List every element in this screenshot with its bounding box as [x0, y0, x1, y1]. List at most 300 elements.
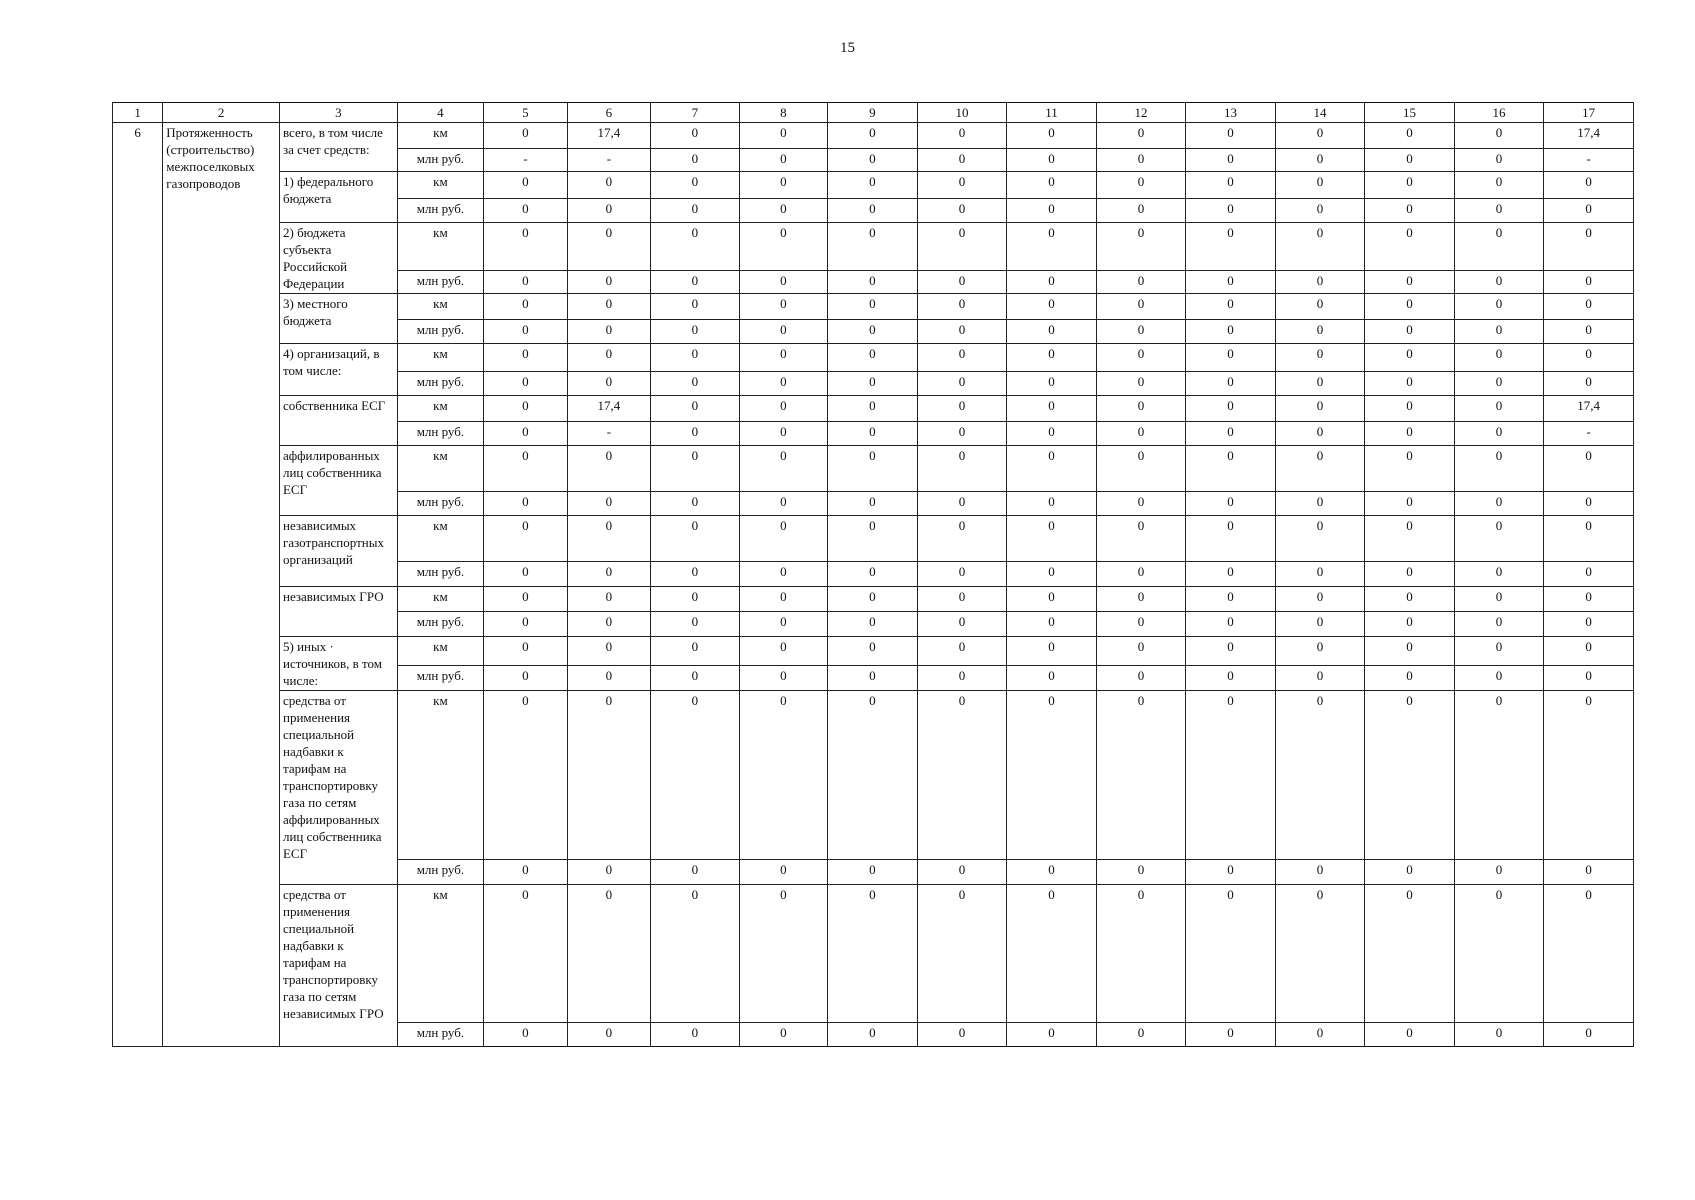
value-cell: 0 — [1544, 587, 1634, 612]
value-cell: 0 — [828, 516, 918, 562]
value-cell: 0 — [1007, 344, 1097, 372]
value-cell: 0 — [651, 691, 740, 860]
value-cell: - — [567, 149, 650, 172]
value-cell: 0 — [484, 344, 567, 372]
value-cell: 0 — [828, 172, 918, 199]
value-cell: 0 — [1365, 612, 1455, 637]
value-cell: 0 — [1544, 516, 1634, 562]
value-cell: 0 — [739, 562, 828, 587]
value-cell: 0 — [828, 422, 918, 446]
value-cell: 0 — [1007, 149, 1097, 172]
value-cell: 0 — [1186, 223, 1276, 271]
value-cell: 0 — [1365, 149, 1455, 172]
value-cell: 0 — [484, 562, 567, 587]
value-cell: 0 — [828, 885, 918, 1023]
value-cell: 0 — [567, 172, 650, 199]
source-label-cell: 4) организаций, в том числе: — [279, 344, 397, 396]
value-cell: 0 — [828, 492, 918, 516]
value-cell: 0 — [917, 270, 1007, 293]
unit-cell: км — [397, 123, 484, 149]
value-cell: 0 — [917, 665, 1007, 690]
value-cell: 0 — [1186, 446, 1276, 492]
value-cell: 0 — [917, 320, 1007, 344]
value-cell: 0 — [917, 396, 1007, 422]
value-cell: 0 — [1454, 294, 1544, 320]
value-cell: 0 — [1096, 612, 1186, 637]
value-cell: 0 — [1454, 344, 1544, 372]
value-cell: 0 — [1096, 587, 1186, 612]
value-cell: 0 — [739, 691, 828, 860]
value-cell: 0 — [917, 1023, 1007, 1047]
value-cell: 0 — [739, 665, 828, 690]
table-row — [113, 446, 1634, 492]
value-cell: 0 — [1275, 562, 1365, 587]
value-cell: 0 — [828, 344, 918, 372]
value-cell: 0 — [828, 446, 918, 492]
value-cell: 0 — [1454, 320, 1544, 344]
value-cell: 0 — [1275, 446, 1365, 492]
value-cell: 17,4 — [1544, 123, 1634, 149]
value-cell: 0 — [1544, 344, 1634, 372]
value-cell: 0 — [739, 516, 828, 562]
value-cell: 0 — [1186, 516, 1276, 562]
value-cell: 0 — [1365, 294, 1455, 320]
value-cell: 0 — [1096, 372, 1186, 396]
column-number-8: 8 — [739, 103, 828, 123]
value-cell: 0 — [1454, 665, 1544, 690]
value-cell: 0 — [1186, 691, 1276, 860]
unit-cell: млн руб. — [397, 320, 484, 344]
value-cell: 0 — [828, 691, 918, 860]
unit-cell: км — [397, 172, 484, 199]
value-cell: 0 — [1544, 372, 1634, 396]
value-cell: 0 — [739, 422, 828, 446]
value-cell: 0 — [917, 149, 1007, 172]
unit-cell: млн руб. — [397, 665, 484, 690]
value-cell: 0 — [739, 446, 828, 492]
value-cell: 0 — [651, 562, 740, 587]
table-row — [113, 223, 1634, 271]
value-cell: 0 — [1365, 396, 1455, 422]
value-cell: 0 — [1007, 123, 1097, 149]
value-cell: 0 — [917, 516, 1007, 562]
value-cell: 17,4 — [567, 396, 650, 422]
unit-cell: млн руб. — [397, 612, 484, 637]
value-cell: 0 — [1454, 172, 1544, 199]
value-cell: 0 — [1096, 860, 1186, 885]
value-cell: 0 — [917, 294, 1007, 320]
column-number-16: 16 — [1454, 103, 1544, 123]
value-cell: 0 — [1096, 562, 1186, 587]
column-number-14: 14 — [1275, 103, 1365, 123]
value-cell: 0 — [484, 637, 567, 666]
column-number-17: 17 — [1544, 103, 1634, 123]
value-cell: 0 — [1365, 422, 1455, 446]
value-cell: 0 — [1186, 270, 1276, 293]
value-cell: 0 — [651, 396, 740, 422]
value-cell: 0 — [828, 665, 918, 690]
value-cell: 0 — [1544, 562, 1634, 587]
value-cell: 0 — [484, 422, 567, 446]
table-row — [113, 344, 1634, 372]
unit-cell: млн руб. — [397, 422, 484, 446]
value-cell: 0 — [1096, 172, 1186, 199]
source-label-cell: 1) федерального бюджета — [279, 172, 397, 223]
value-cell: 0 — [567, 665, 650, 690]
value-cell: 0 — [1454, 372, 1544, 396]
value-cell: 0 — [1275, 885, 1365, 1023]
value-cell: 0 — [1365, 637, 1455, 666]
value-cell: 0 — [484, 665, 567, 690]
value-cell: 0 — [739, 344, 828, 372]
value-cell: 0 — [828, 612, 918, 637]
value-cell: 0 — [1275, 294, 1365, 320]
value-cell: 0 — [1007, 562, 1097, 587]
value-cell: 0 — [739, 320, 828, 344]
value-cell: 0 — [1544, 612, 1634, 637]
source-label-cell: собственника ЕСГ — [279, 396, 397, 446]
value-cell: 0 — [917, 860, 1007, 885]
value-cell: 0 — [739, 860, 828, 885]
value-cell: 0 — [1544, 223, 1634, 271]
value-cell: 0 — [1007, 860, 1097, 885]
value-cell: 0 — [1454, 446, 1544, 492]
value-cell: 0 — [651, 612, 740, 637]
value-cell: 0 — [484, 199, 567, 223]
value-cell: 0 — [651, 860, 740, 885]
value-cell: 0 — [739, 149, 828, 172]
value-cell: 0 — [1365, 320, 1455, 344]
value-cell: - — [567, 422, 650, 446]
value-cell: 0 — [1275, 223, 1365, 271]
value-cell: 0 — [1186, 344, 1276, 372]
value-cell: 0 — [651, 294, 740, 320]
value-cell: 0 — [917, 562, 1007, 587]
value-cell: 0 — [651, 446, 740, 492]
value-cell: 0 — [1186, 665, 1276, 690]
value-cell: 0 — [1186, 1023, 1276, 1047]
value-cell: 0 — [828, 199, 918, 223]
value-cell: 0 — [1544, 320, 1634, 344]
value-cell: 0 — [739, 199, 828, 223]
value-cell: 0 — [567, 446, 650, 492]
value-cell: 0 — [1186, 612, 1276, 637]
unit-cell: км — [397, 344, 484, 372]
value-cell: 0 — [917, 691, 1007, 860]
value-cell: 0 — [1454, 612, 1544, 637]
value-cell: 0 — [651, 587, 740, 612]
value-cell: 17,4 — [1544, 396, 1634, 422]
value-cell: 0 — [739, 123, 828, 149]
value-cell: 0 — [1544, 199, 1634, 223]
source-label-cell: всего, в том числе за счет средств: — [279, 123, 397, 172]
value-cell: 0 — [1186, 860, 1276, 885]
value-cell: 0 — [484, 294, 567, 320]
value-cell: 0 — [917, 372, 1007, 396]
value-cell: 0 — [567, 562, 650, 587]
value-cell: 0 — [651, 372, 740, 396]
value-cell: 0 — [1454, 562, 1544, 587]
value-cell: 0 — [1544, 665, 1634, 690]
value-cell: 0 — [1186, 885, 1276, 1023]
value-cell: 0 — [1096, 492, 1186, 516]
value-cell: 0 — [917, 344, 1007, 372]
value-cell: 0 — [1096, 199, 1186, 223]
value-cell: 0 — [484, 223, 567, 271]
value-cell: 0 — [1454, 637, 1544, 666]
value-cell: 0 — [1365, 372, 1455, 396]
table-row — [113, 691, 1634, 860]
value-cell: 0 — [1454, 223, 1544, 271]
value-cell: 0 — [1186, 422, 1276, 446]
table-row — [113, 123, 1634, 149]
value-cell: 0 — [1365, 123, 1455, 149]
value-cell: 0 — [1365, 446, 1455, 492]
value-cell: 0 — [1007, 294, 1097, 320]
value-cell: 0 — [1454, 860, 1544, 885]
unit-cell: млн руб. — [397, 270, 484, 293]
value-cell: 0 — [739, 396, 828, 422]
value-cell: 0 — [917, 637, 1007, 666]
value-cell: 0 — [1275, 587, 1365, 612]
value-cell: 0 — [1544, 172, 1634, 199]
value-cell: 0 — [484, 372, 567, 396]
value-cell: 0 — [567, 612, 650, 637]
value-cell: 0 — [567, 344, 650, 372]
column-number-1: 1 — [113, 103, 163, 123]
value-cell: 0 — [1275, 1023, 1365, 1047]
value-cell: 0 — [1454, 149, 1544, 172]
value-cell: 0 — [1096, 516, 1186, 562]
value-cell: 0 — [484, 860, 567, 885]
column-number-4: 4 — [397, 103, 484, 123]
value-cell: 0 — [828, 587, 918, 612]
value-cell: 0 — [917, 587, 1007, 612]
table-row — [113, 172, 1634, 199]
unit-cell: млн руб. — [397, 372, 484, 396]
value-cell: 0 — [739, 492, 828, 516]
table-row — [113, 885, 1634, 1023]
value-cell: 0 — [1096, 294, 1186, 320]
value-cell: 0 — [1007, 422, 1097, 446]
value-cell: 0 — [828, 294, 918, 320]
value-cell: 0 — [739, 612, 828, 637]
value-cell: 0 — [1544, 691, 1634, 860]
value-cell: 0 — [651, 199, 740, 223]
value-cell: 0 — [1454, 123, 1544, 149]
value-cell: 0 — [1186, 562, 1276, 587]
unit-cell: км — [397, 223, 484, 271]
value-cell: 0 — [828, 1023, 918, 1047]
value-cell: 0 — [1275, 637, 1365, 666]
column-number-9: 9 — [828, 103, 918, 123]
value-cell: 0 — [1365, 691, 1455, 860]
value-cell: 0 — [739, 587, 828, 612]
value-cell: 0 — [917, 492, 1007, 516]
value-cell: 0 — [1096, 149, 1186, 172]
value-cell: 0 — [1544, 270, 1634, 293]
value-cell: 0 — [1096, 344, 1186, 372]
value-cell: 0 — [484, 320, 567, 344]
unit-cell: км — [397, 691, 484, 860]
value-cell: 0 — [1454, 422, 1544, 446]
value-cell: 0 — [1275, 612, 1365, 637]
value-cell: 0 — [651, 223, 740, 271]
value-cell: 0 — [739, 1023, 828, 1047]
value-cell: 0 — [484, 492, 567, 516]
value-cell: 0 — [1365, 562, 1455, 587]
value-cell: 0 — [917, 172, 1007, 199]
source-label-cell: 2) бюджета субъекта Российской Федерации — [279, 223, 397, 294]
column-number-3: 3 — [279, 103, 397, 123]
table-body — [113, 103, 1634, 1047]
value-cell: 0 — [1007, 1023, 1097, 1047]
unit-cell: км — [397, 516, 484, 562]
value-cell: 0 — [828, 270, 918, 293]
value-cell: 0 — [828, 149, 918, 172]
value-cell: 0 — [567, 587, 650, 612]
value-cell: 0 — [567, 294, 650, 320]
unit-cell: млн руб. — [397, 492, 484, 516]
value-cell: 0 — [651, 172, 740, 199]
column-number-5: 5 — [484, 103, 567, 123]
value-cell: 0 — [1186, 294, 1276, 320]
value-cell: 0 — [567, 691, 650, 860]
unit-cell: км — [397, 637, 484, 666]
value-cell: 0 — [1454, 492, 1544, 516]
value-cell: 0 — [567, 1023, 650, 1047]
value-cell: 0 — [1007, 665, 1097, 690]
value-cell: 0 — [567, 270, 650, 293]
value-cell: 0 — [1275, 691, 1365, 860]
value-cell: 0 — [484, 172, 567, 199]
value-cell: 0 — [917, 223, 1007, 271]
value-cell: 17,4 — [567, 123, 650, 149]
value-cell: 0 — [651, 885, 740, 1023]
value-cell: 0 — [484, 691, 567, 860]
value-cell: 0 — [1365, 885, 1455, 1023]
value-cell: 0 — [1007, 223, 1097, 271]
value-cell: 0 — [1096, 422, 1186, 446]
value-cell: 0 — [917, 199, 1007, 223]
value-cell: 0 — [567, 637, 650, 666]
value-cell: 0 — [651, 149, 740, 172]
value-cell: 0 — [484, 885, 567, 1023]
unit-cell: млн руб. — [397, 199, 484, 223]
value-cell: 0 — [1096, 885, 1186, 1023]
value-cell: 0 — [739, 294, 828, 320]
value-cell: 0 — [828, 372, 918, 396]
value-cell: 0 — [1454, 885, 1544, 1023]
value-cell: 0 — [1365, 223, 1455, 271]
value-cell: 0 — [739, 223, 828, 271]
column-number-15: 15 — [1365, 103, 1455, 123]
value-cell: 0 — [1275, 270, 1365, 293]
unit-cell: млн руб. — [397, 860, 484, 885]
table-row — [113, 516, 1634, 562]
value-cell: 0 — [828, 562, 918, 587]
value-cell: 0 — [1365, 665, 1455, 690]
unit-cell: км — [397, 396, 484, 422]
source-label-cell: средства от применения специальной надбавки к тарифам на транспортировку газа по сетям аффилированных лиц собственника ЕСГ — [279, 691, 397, 885]
value-cell: 0 — [1365, 492, 1455, 516]
value-cell: 0 — [1186, 637, 1276, 666]
value-cell: 0 — [1275, 123, 1365, 149]
value-cell: 0 — [739, 372, 828, 396]
value-cell: 0 — [484, 516, 567, 562]
value-cell: 0 — [651, 320, 740, 344]
value-cell: 0 — [1186, 372, 1276, 396]
value-cell: 0 — [567, 885, 650, 1023]
value-cell: 0 — [1454, 1023, 1544, 1047]
value-cell: 0 — [484, 123, 567, 149]
value-cell: 0 — [1365, 516, 1455, 562]
value-cell: 0 — [1544, 637, 1634, 666]
value-cell: 0 — [1096, 665, 1186, 690]
value-cell: 0 — [917, 422, 1007, 446]
value-cell: 0 — [1096, 123, 1186, 149]
value-cell: 0 — [484, 446, 567, 492]
table-row — [113, 637, 1634, 666]
value-cell: 0 — [917, 446, 1007, 492]
value-cell: 0 — [484, 1023, 567, 1047]
unit-cell: млн руб. — [397, 149, 484, 172]
unit-cell: км — [397, 294, 484, 320]
value-cell: 0 — [1007, 372, 1097, 396]
value-cell: - — [1544, 149, 1634, 172]
value-cell: 0 — [1096, 223, 1186, 271]
column-number-2: 2 — [163, 103, 280, 123]
value-cell: 0 — [1365, 1023, 1455, 1047]
value-cell: 0 — [651, 665, 740, 690]
value-cell: 0 — [828, 223, 918, 271]
column-number-11: 11 — [1007, 103, 1097, 123]
unit-cell: км — [397, 885, 484, 1023]
value-cell: 0 — [1544, 492, 1634, 516]
value-cell: 0 — [1275, 422, 1365, 446]
value-cell: 0 — [1007, 396, 1097, 422]
unit-cell: км — [397, 587, 484, 612]
column-number-13: 13 — [1186, 103, 1276, 123]
value-cell: 0 — [1454, 516, 1544, 562]
value-cell: 0 — [1365, 172, 1455, 199]
value-cell: 0 — [917, 885, 1007, 1023]
page-number: 15 — [840, 40, 855, 56]
value-cell: 0 — [567, 223, 650, 271]
value-cell: 0 — [1186, 320, 1276, 344]
value-cell: 0 — [1275, 860, 1365, 885]
source-label-cell: независимых ГРО — [279, 587, 397, 637]
data-table — [112, 102, 1634, 1047]
row-number-cell: 6 — [113, 123, 163, 1047]
value-cell: 0 — [1544, 885, 1634, 1023]
value-cell: 0 — [1186, 396, 1276, 422]
value-cell: 0 — [567, 320, 650, 344]
value-cell: 0 — [1275, 492, 1365, 516]
value-cell: 0 — [1007, 320, 1097, 344]
value-cell: 0 — [1007, 612, 1097, 637]
value-cell: 0 — [1096, 637, 1186, 666]
value-cell: 0 — [1096, 270, 1186, 293]
value-cell: 0 — [1007, 172, 1097, 199]
source-label-cell: аффилированных лиц собственника ЕСГ — [279, 446, 397, 516]
value-cell: 0 — [828, 123, 918, 149]
unit-cell: млн руб. — [397, 1023, 484, 1047]
value-cell: 0 — [651, 637, 740, 666]
value-cell: 0 — [1454, 270, 1544, 293]
value-cell: 0 — [1454, 396, 1544, 422]
value-cell: 0 — [484, 587, 567, 612]
